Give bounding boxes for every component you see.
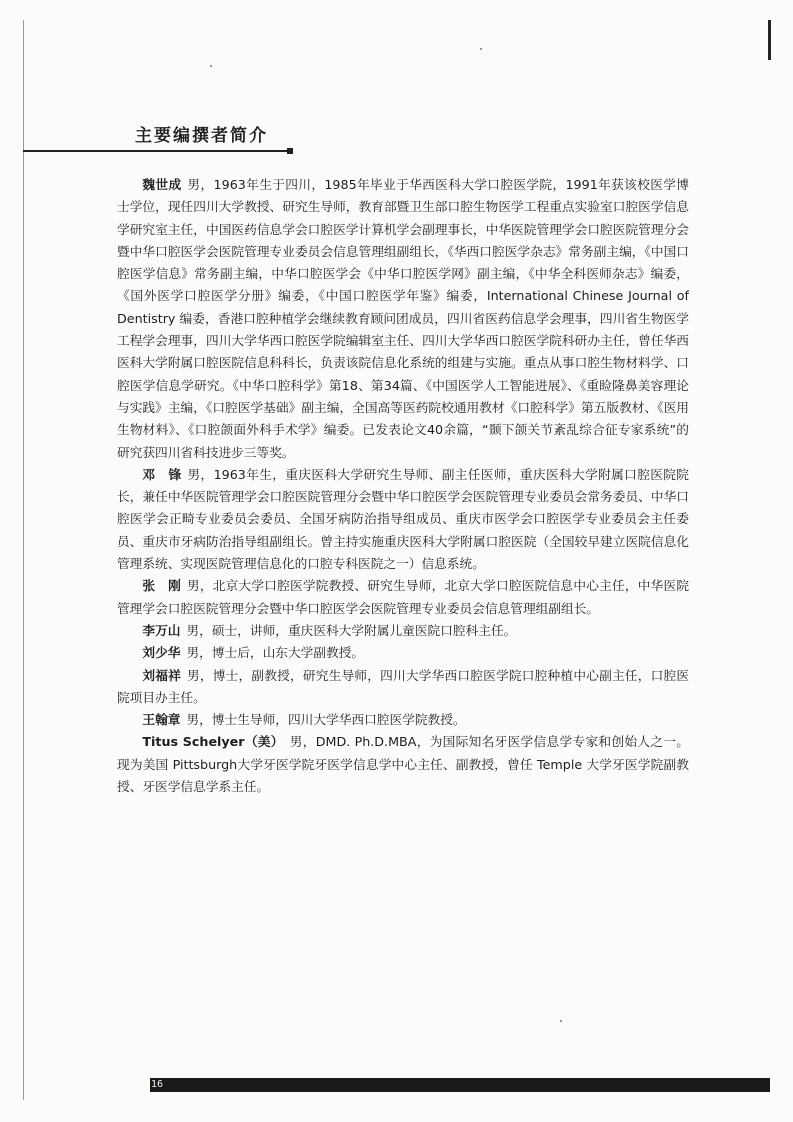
scan-bottom-bar [150, 1078, 770, 1092]
bio-text: 男，硕士，讲师，重庆医科大学附属儿童医院口腔科主任。 [186, 622, 517, 638]
bio-paragraph [117, 620, 689, 642]
bio-text: 男，博士，副教授，研究生导师，四川大学华西口腔医学院口腔种植中心副主任，口腔医院项目办主任。 [117, 667, 690, 705]
title-underline [23, 150, 291, 152]
bio-paragraph [117, 464, 689, 575]
bio-name: 邓 锋 [142, 466, 182, 482]
bio-paragraph [117, 709, 689, 731]
bio-name: Titus Schelyer（美） [142, 734, 284, 750]
bio-paragraph [117, 575, 689, 620]
title-underline-end [287, 148, 293, 154]
bio-paragraph [117, 642, 689, 664]
bio-name: 刘福祥 [142, 667, 182, 683]
bio-name: 李万山 [142, 622, 181, 638]
bio-text: 男，北京大学口腔医学院教授、研究生导师，北京大学口腔医院信息中心主任，中华医院管理学会口腔医院管理分会暨中华口腔医学会医院管理专业委员会信息管理组副组长。 [117, 578, 690, 616]
bio-paragraph [117, 174, 689, 464]
bio-name: 王翰章 [142, 712, 181, 728]
scan-speck [560, 1020, 562, 1022]
bio-text: 男，博士后，山东大学副教授。 [186, 645, 365, 661]
bio-text: 男，博士生导师，四川大学华西口腔医学院教授。 [186, 712, 466, 728]
scan-speck [210, 65, 212, 67]
left-margin-rule [23, 20, 24, 1100]
scan-edge-mark [768, 20, 771, 60]
bio-name: 刘少华 [142, 645, 181, 661]
bio-text: 男，DMD. Ph.D.MBA，为国际知名牙医学信息学专家和创始人之一。现为美国 Pittsburgh大学牙医学院牙医学信息学中心主任、副教授，曾任 Temple 大学牙医学院副教授、牙医学信息学系主任。 [117, 734, 689, 795]
bio-paragraph [117, 731, 689, 798]
bio-name: 魏世成 [142, 177, 182, 192]
bio-text: 男，1963年生于四川，1985年毕业于华西医科大学口腔医学院，1991年获该校医学博士学位，现任四川大学教授、研究生导师，教育部暨卫生部口腔生物医学工程重点实验室口腔医学信息学研究室主任，中国医药信息学会口腔医学计算机学会副理事长，中华医院管理学会口腔医院管理分会暨中华口腔医学会医院管理专业委员会信息管理组副组长，《华西口腔医学杂志》常务副主编，《中国口腔医学信息》常务副主编，中华口腔医学会《中华口腔医学网》副主编，《中华全科医师杂志》编委，《国外医学口腔医学分册》编委，《中国口腔医学年鉴》编委，International Chinese Journal of Dentistry 编委，香港口腔种植学会继续教育顾问团成员，四川省医药信息学会理事，四川省生物医学工程学会理事，四川大学华西口腔医学院编辑室主任、四川大学华西口腔医学院科研办主任，曾任华西医科大学附属口腔医院信息科科长，负责该院信息化系统的组建与实施。重点从事口腔生物材料学、口腔医学信息学研究。《中华口腔科学》第18、第34篇、《中国医学人工智能进展》、《重睑隆鼻美容理论与实践》主编，《口腔医学基础》副主编，全国高等医药院校通用教材《口腔科学》第五版教材、《医用生物材料》、《口腔颌面外科手术学》编委。已发表论文40余篇，“颞下颌关节紊乱综合征专家系统”的研究获四川省科技进步三等奖。 [117, 177, 689, 460]
bio-name: 张 刚 [142, 578, 182, 594]
page-title: 主要编撰者简介 [135, 126, 268, 146]
scan-speck [480, 48, 482, 50]
bio-paragraph [117, 665, 689, 710]
bio-text: 男，1963年生，重庆医科大学研究生导师、副主任医师，重庆医科大学附属口腔医院院长，兼任中华医院管理学会口腔医院管理分会暨中华口腔医学会医院管理专业委员会常务委员、中华口腔医学会正畸专业委员会委员、全国牙病防治指导组成员、重庆市医学会口腔医学专业委员会主任委员、重庆市牙病防治指导组副组长。曾主持实施重庆医科大学附属口腔医院（全国较早建立医院信息化管理系统、实现医院管理信息化的口腔专科医院之一）信息系统。 [117, 466, 689, 572]
page-number: 16 [151, 1079, 164, 1090]
bio-list [117, 174, 689, 798]
